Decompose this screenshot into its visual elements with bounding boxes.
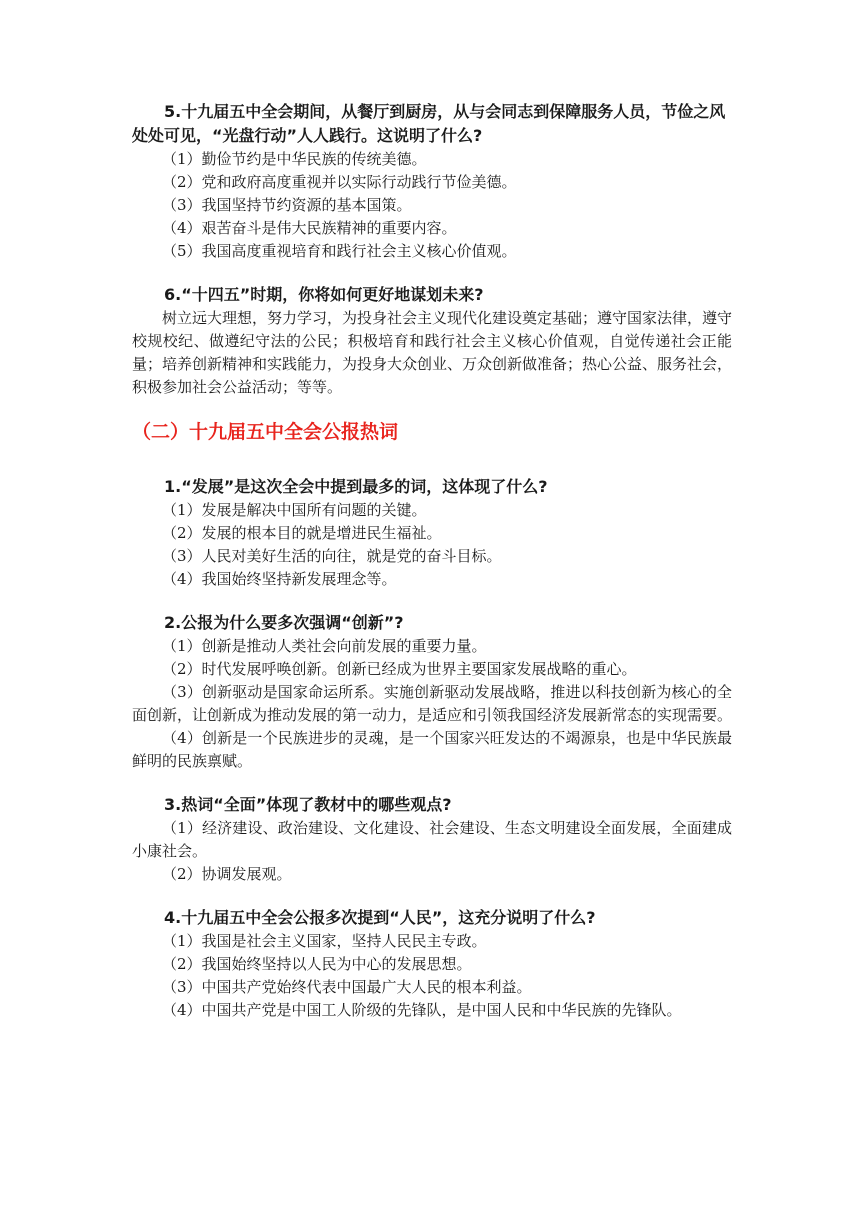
answer-paragraph: 树立远大理想，努力学习，为投身社会主义现代化建设奠定基础；遵守国家法律，遵守校规校纪、做遵纪守法的公民；积极培育和践行社会主义核心价值观，自觉传递社会正能量；培养创新精神和实践能力，为投身大众创业、万众创新做准备；热心公益、服务社会，积极参加社会公益活动；等等。: [132, 309, 733, 396]
answer-item: （2）发展的根本目的就是增进民生福祉。: [162, 524, 442, 542]
answer-item: （4）中国共产党是中国工人阶级的先锋队，是中国人民和中华民族的先锋队。: [162, 1001, 682, 1019]
question-6: [132, 283, 732, 399]
hotword-question-2: [132, 611, 732, 773]
question-title: 5.十九届五中全会期间，从餐厅到厨房，从与会同志到保障服务人员，节俭之风处处可见，“光盘行动”人人践行。这说明了什么?: [132, 102, 726, 145]
question-title: 6.“十四五”时期，你将如何更好地谋划未来?: [164, 285, 484, 304]
question-title: 1.“发展”是这次全会中提到最多的词，这体现了什么?: [164, 477, 548, 496]
answer-item: （4）艰苦奋斗是伟大民族精神的重要内容。: [162, 219, 457, 237]
answer-item: （1）我国是社会主义国家，坚持人民民主专政。: [162, 932, 487, 950]
answer-item: （1）经济建设、政治建设、文化建设、社会建设、生态文明建设全面发展，全面建成小康社会。: [132, 819, 732, 860]
question-title: 2.公报为什么要多次强调“创新”?: [164, 613, 404, 632]
section-heading: （二）十九届五中全会公报热词: [132, 421, 399, 443]
answer-item: （3）中国共产党始终代表中国最广大人民的根本利益。: [162, 978, 532, 996]
answer-item: （3）人民对美好生活的向往，就是党的奋斗目标。: [162, 547, 502, 565]
hotword-question-4: [132, 906, 732, 1022]
answer-item: （2）协调发展观。: [162, 865, 292, 883]
question-title: 3.热词“全面”体现了教材中的哪些观点?: [164, 795, 452, 814]
answer-item: （1）勤俭节约是中华民族的传统美德。: [162, 150, 427, 168]
answer-item: （1）创新是推动人类社会向前发展的重要力量。: [162, 637, 487, 655]
question-title: 4.十九届五中全会公报多次提到“人民”，这充分说明了什么?: [164, 908, 596, 927]
answer-item: （2）时代发展呼唤创新。创新已经成为世界主要国家发展战略的重心。: [162, 660, 637, 678]
answer-item: （4）我国始终坚持新发展理念等。: [162, 570, 397, 588]
answer-item: （3）我国坚持节约资源的基本国策。: [162, 196, 412, 214]
answer-item: （2）我国始终坚持以人民为中心的发展思想。: [162, 955, 472, 973]
answer-item: （2）党和政府高度重视并以实际行动践行节俭美德。: [162, 173, 517, 191]
question-5: [132, 100, 732, 263]
hotword-question-1: [132, 475, 732, 591]
answer-item: （5）我国高度重视培育和践行社会主义核心价值观。: [162, 242, 517, 260]
hotword-question-3: [132, 793, 732, 886]
answer-item: （4）创新是一个民族进步的灵魂，是一个国家兴旺发达的不竭源泉，也是中华民族最鲜明的民族禀赋。: [132, 729, 732, 770]
answer-item: （1）发展是解决中国所有问题的关键。: [162, 501, 427, 519]
answer-item: （3）创新驱动是国家命运所系。实施创新驱动发展战略，推进以科技创新为核心的全面创新，让创新成为推动发展的第一动力，是适应和引领我国经济发展新常态的实现需要。: [132, 683, 733, 724]
